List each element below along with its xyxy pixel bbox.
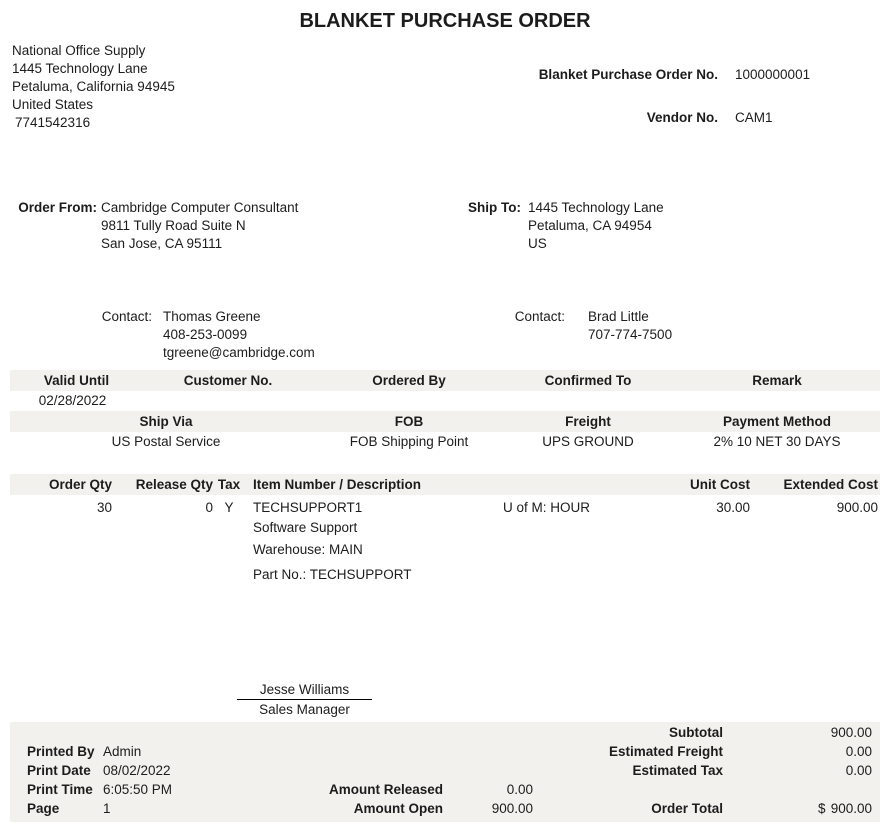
order-total-currency: $ (818, 801, 826, 816)
shipto-contact-block (588, 308, 672, 344)
item-row (10, 498, 880, 517)
vendor-contact-phone: 408-253-0099 (163, 327, 248, 342)
item-release-qty: 0 (205, 500, 213, 515)
header-confirmed-to: Confirmed To (544, 373, 632, 388)
header-order-qty: Order Qty (48, 477, 112, 492)
signature-block (237, 681, 372, 718)
printed-by-value: Admin (103, 744, 142, 759)
print-date-label: Print Date (27, 763, 91, 778)
vendor-contact-name: Thomas Greene (163, 309, 261, 324)
footer-row-printedby-freight (0, 742, 890, 761)
amount-released-value: 0.00 (506, 782, 533, 797)
header-ship-via: Ship Via (139, 414, 193, 429)
footer-row-page-open-total (0, 799, 890, 818)
item-tax-flag: Y (224, 500, 234, 515)
item-description: Software Support (253, 520, 358, 535)
estimated-freight-value: 0.00 (845, 744, 872, 759)
amount-open-value: 900.00 (491, 801, 533, 816)
signature-job-title: Sales Manager (259, 702, 350, 717)
bpo-number-row (0, 66, 890, 84)
order-from-line1: Cambridge Computer Consultant (101, 200, 299, 215)
ship-via-value: US Postal Service (111, 434, 221, 449)
amount-released-label: Amount Released (328, 782, 443, 797)
item-warehouse: Warehouse: MAIN (253, 542, 363, 557)
info-values-row1 (10, 391, 880, 410)
company-address-line2: Petaluma, California 94945 (12, 79, 175, 94)
company-name: National Office Supply (12, 43, 146, 58)
footer-row-printtime-released (0, 780, 890, 799)
shipto-contact-phone: 707-774-7500 (588, 327, 673, 342)
bpo-number-value: 1000000001 (735, 67, 811, 82)
footer-row-subtotal (0, 723, 890, 742)
page-label: Page (27, 801, 60, 816)
item-extended-cost: 900.00 (836, 500, 878, 515)
order-total-amount: 900.00 (830, 801, 872, 816)
vendor-number-row (0, 109, 890, 127)
header-valid-until: Valid Until (43, 373, 110, 388)
item-part-no: Part No.: TECHSUPPORT (253, 567, 412, 582)
ship-to-line3: US (528, 236, 547, 251)
vendor-number-value: CAM1 (735, 110, 773, 125)
header-ordered-by: Ordered By (372, 373, 446, 388)
header-release-qty: Release Qty (135, 477, 213, 492)
header-remark: Remark (752, 373, 802, 388)
amount-open-label: Amount Open (353, 801, 443, 816)
vendor-contact-email: tgreene@cambridge.com (163, 345, 315, 360)
ship-to-address (528, 199, 664, 253)
bpo-number-label: Blanket Purchase Order No. (538, 67, 718, 82)
company-phone: 7741542316 (15, 115, 91, 130)
signature-name: Jesse Williams (237, 681, 372, 700)
company-country: United States (12, 97, 94, 112)
estimated-freight-label: Estimated Freight (608, 744, 723, 759)
page-title: BLANKET PURCHASE ORDER (299, 10, 591, 32)
item-number: TECHSUPPORT1 (253, 500, 363, 515)
ship-to-line2: Petaluma, CA 94954 (528, 218, 652, 233)
vendor-number-label: Vendor No. (646, 110, 718, 125)
freight-value: UPS GROUND (542, 434, 634, 449)
print-time-value: 6:05:50 PM (103, 782, 173, 797)
page-number: 1 (103, 801, 111, 816)
header-item-description: Item Number / Description (253, 477, 422, 492)
estimated-tax-value: 0.00 (845, 763, 872, 778)
item-order-qty: 30 (96, 500, 112, 515)
valid-until-value: 02/28/2022 (38, 393, 107, 408)
shipto-contact-name: Brad Little (588, 309, 649, 324)
header-customer-no: Customer No. (183, 373, 273, 388)
order-total-value (818, 799, 872, 818)
order-from-label: Order From: (18, 200, 97, 215)
subtotal-value: 900.00 (830, 725, 872, 740)
info-header-row1 (10, 370, 880, 391)
ship-to-label: Ship To: (468, 200, 521, 215)
order-total-label: Order Total (651, 801, 723, 816)
vendor-contact-label: Contact: (101, 309, 152, 324)
item-uom: U of M: HOUR (503, 500, 591, 515)
info-header-row2 (10, 411, 880, 432)
header-payment-method: Payment Method (722, 414, 831, 429)
footer-row-printdate-tax (0, 761, 890, 780)
print-time-label: Print Time (27, 782, 93, 797)
items-header-row (10, 474, 880, 495)
estimated-tax-label: Estimated Tax (632, 763, 723, 778)
header-extended-cost: Extended Cost (783, 477, 878, 492)
header-unit-cost: Unit Cost (690, 477, 750, 492)
item-unit-cost: 30.00 (716, 500, 750, 515)
header-fob: FOB (394, 414, 424, 429)
ship-to-line1: 1445 Technology Lane (528, 200, 664, 215)
fob-value: FOB Shipping Point (349, 434, 469, 449)
print-date-value: 08/02/2022 (103, 763, 171, 778)
printed-by-label: Printed By (27, 744, 95, 759)
header-freight: Freight (565, 414, 611, 429)
info-values-row2 (10, 432, 880, 451)
shipto-contact-label: Contact: (514, 309, 565, 324)
payment-method-value: 2% 10 NET 30 DAYS (713, 434, 841, 449)
order-from-line2: 9811 Tully Road Suite N (101, 218, 246, 233)
order-from-line3: San Jose, CA 95111 (101, 236, 223, 251)
company-address-line1: 1445 Technology Lane (12, 61, 148, 76)
subtotal-label: Subtotal (669, 725, 723, 740)
header-tax: Tax (217, 477, 241, 492)
